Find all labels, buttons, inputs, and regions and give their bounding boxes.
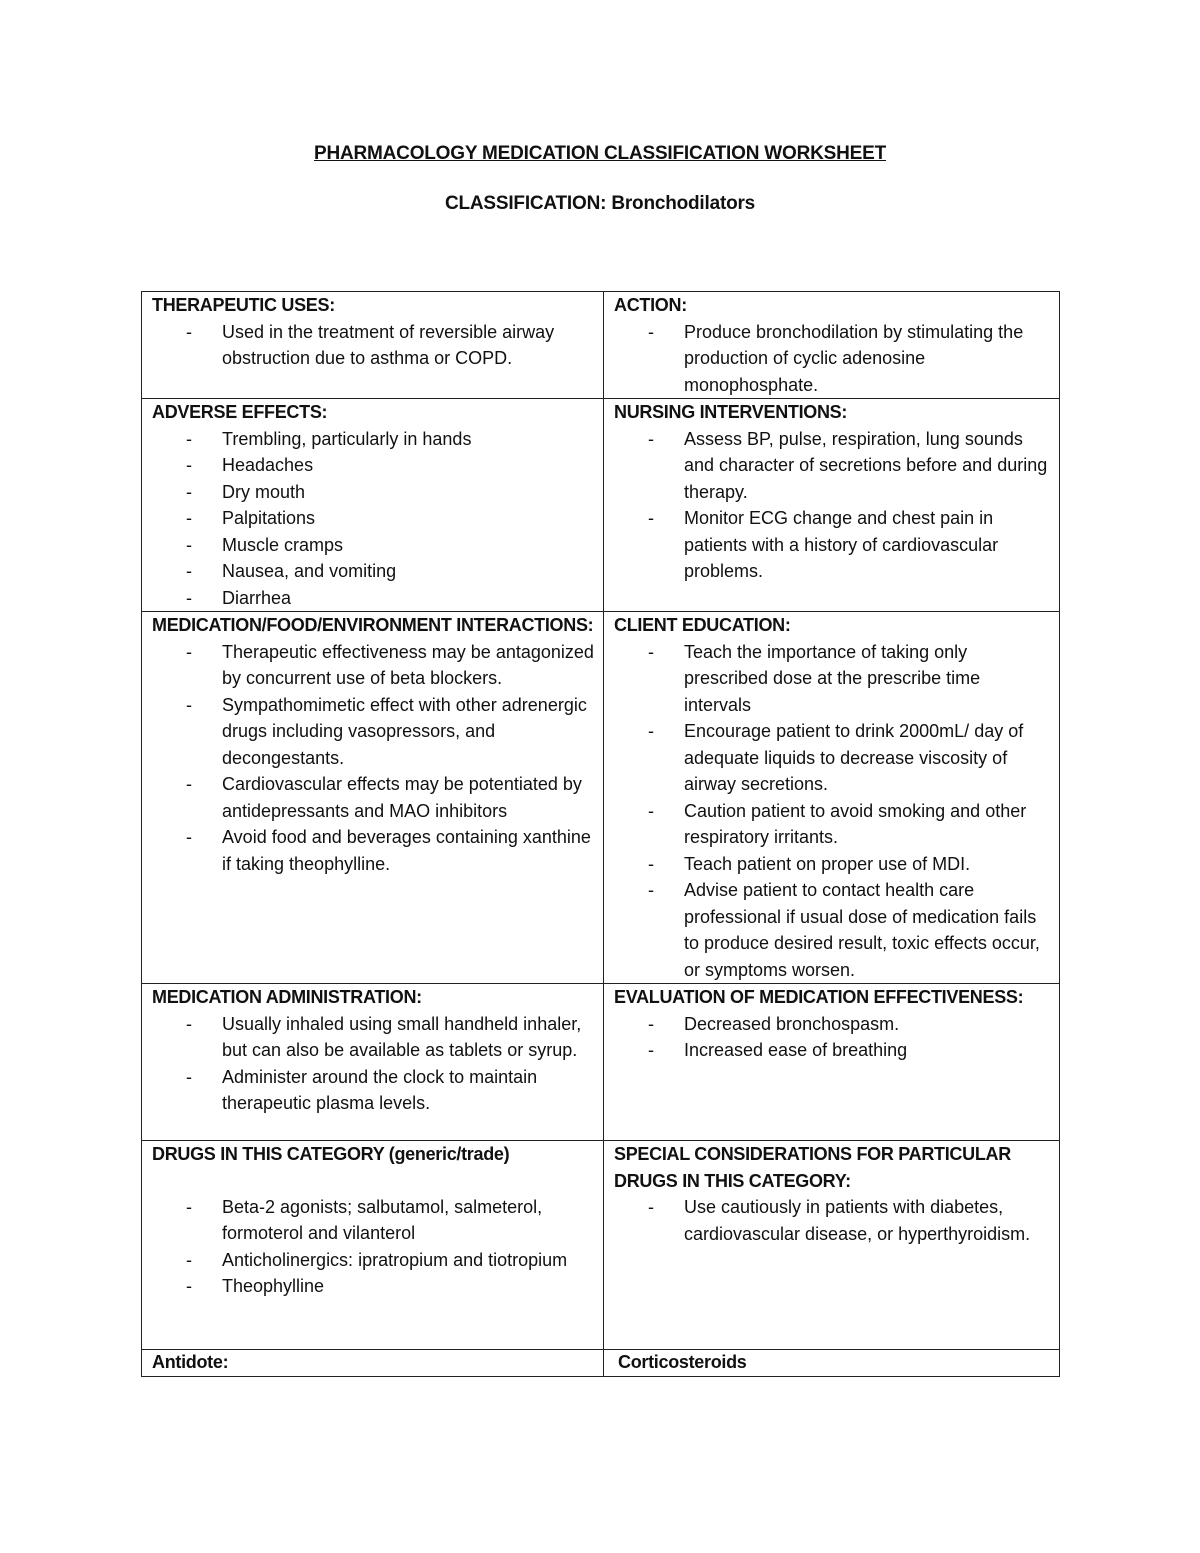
- evaluation-heading: EVALUATION OF MEDICATION EFFECTIVENESS:: [614, 987, 1024, 1007]
- special-considerations-heading: SPECIAL CONSIDERATIONS FOR PARTICULAR DRUGS IN THIS CATEGORY:: [614, 1144, 1011, 1191]
- adverse-effects-list: [152, 426, 595, 612]
- list-item: - Assess BP, pulse, respiration, lung sounds and character of secretions before and during therapy.: [684, 426, 1051, 506]
- drugs-list: [152, 1194, 595, 1300]
- administration-cell: [142, 984, 604, 1141]
- adverse-effects-cell: [142, 399, 604, 612]
- table-row: [142, 399, 1060, 612]
- list-item: - Theophylline: [222, 1273, 595, 1300]
- list-item: - Sympathomimetic effect with other adrenergic drugs including vasopressors, and decongestants.: [222, 692, 595, 772]
- evaluation-list: [614, 1011, 1051, 1064]
- special-considerations-cell: [604, 1141, 1060, 1350]
- action-heading: ACTION:: [614, 295, 687, 315]
- list-item: - Beta-2 agonists; salbutamol, salmeterol, formoterol and vilanterol: [222, 1194, 595, 1247]
- therapeutic-uses-heading: THERAPEUTIC USES:: [152, 295, 335, 315]
- evaluation-cell: [604, 984, 1060, 1141]
- worksheet-title: PHARMACOLOGY MEDICATION CLASSIFICATION WORKSHEET: [313, 143, 886, 164]
- client-education-heading: CLIENT EDUCATION:: [614, 615, 791, 635]
- client-education-list: [614, 639, 1051, 984]
- list-item: - Usually inhaled using small handheld inhaler, but can also be available as tablets or syrup.: [222, 1011, 595, 1064]
- list-item: - Anticholinergics: ipratropium and tiotropium: [222, 1247, 595, 1274]
- nursing-interventions-cell: [604, 399, 1060, 612]
- administration-list: [152, 1011, 595, 1117]
- list-item: - Monitor ECG change and chest pain in patients with a history of cardiovascular problems.: [684, 505, 1051, 585]
- adverse-effects-heading: ADVERSE EFFECTS:: [152, 402, 328, 422]
- drugs-heading: DRUGS IN THIS CATEGORY (generic/trade): [152, 1144, 510, 1164]
- list-item: - Used in the treatment of reversible airway obstruction due to asthma or COPD.: [222, 319, 595, 372]
- list-item: - Decreased bronchospasm.: [684, 1011, 1051, 1038]
- list-item: - Diarrhea: [222, 585, 595, 612]
- special-considerations-list: [614, 1194, 1051, 1247]
- action-cell: [604, 292, 1060, 399]
- table-row: [142, 1350, 1060, 1377]
- list-item: - Use cautiously in patients with diabetes, cardiovascular disease, or hyperthyroidism.: [684, 1194, 1051, 1247]
- list-item: - Therapeutic effectiveness may be antagonized by concurrent use of beta blockers.: [222, 639, 595, 692]
- corticosteroids-heading: Corticosteroids: [618, 1352, 747, 1372]
- list-item: - Muscle cramps: [222, 532, 595, 559]
- action-list: [614, 319, 1051, 399]
- list-item: - Headaches: [222, 452, 595, 479]
- antidote-heading: Antidote:: [152, 1352, 229, 1372]
- drugs-cell: [142, 1141, 604, 1350]
- list-item: - Nausea, and vomiting: [222, 558, 595, 585]
- therapeutic-uses-cell: [142, 292, 604, 399]
- interactions-heading: MEDICATION/FOOD/ENVIRONMENT INTERACTIONS:: [152, 615, 594, 635]
- list-item: - Teach the importance of taking only prescribed dose at the prescribe time intervals: [684, 639, 1051, 719]
- nursing-interventions-heading: NURSING INTERVENTIONS:: [614, 402, 848, 422]
- table-row: [142, 1141, 1060, 1350]
- therapeutic-uses-list: [152, 319, 595, 372]
- interactions-cell: [142, 612, 604, 984]
- list-item: - Advise patient to contact health care professional if usual dose of medication fails to produce desired result, toxic effects occur, or symptoms worsen.: [684, 877, 1051, 983]
- administration-heading: MEDICATION ADMINISTRATION:: [152, 987, 422, 1007]
- list-item: - Caution patient to avoid smoking and other respiratory irritants.: [684, 798, 1051, 851]
- list-item: - Teach patient on proper use of MDI.: [684, 851, 1051, 878]
- antidote-cell: [142, 1350, 604, 1377]
- table-row: [142, 612, 1060, 984]
- list-item: - Cardiovascular effects may be potentiated by antidepressants and MAO inhibitors: [222, 771, 595, 824]
- table-row: [142, 984, 1060, 1141]
- list-item: - Dry mouth: [222, 479, 595, 506]
- list-item: - Encourage patient to drink 2000mL/ day of adequate liquids to decrease viscosity of airway secretions.: [684, 718, 1051, 798]
- interactions-list: [152, 639, 595, 878]
- list-item: - Palpitations: [222, 505, 595, 532]
- list-item: - Increased ease of breathing: [684, 1037, 1051, 1064]
- corticosteroids-cell: [604, 1350, 1060, 1377]
- client-education-cell: [604, 612, 1060, 984]
- spacer: [152, 1168, 595, 1194]
- list-item: - Avoid food and beverages containing xanthine if taking theophylline.: [222, 824, 595, 877]
- list-item: - Administer around the clock to maintain therapeutic plasma levels.: [222, 1064, 595, 1117]
- list-item: - Trembling, particularly in hands: [222, 426, 595, 453]
- worksheet-table: [141, 291, 1060, 1377]
- list-item: - Produce bronchodilation by stimulating the production of cyclic adenosine monophosphate.: [684, 319, 1051, 399]
- classification-heading: CLASSIFICATION: Bronchodilators: [444, 193, 756, 214]
- table-row: [142, 292, 1060, 399]
- nursing-interventions-list: [614, 426, 1051, 585]
